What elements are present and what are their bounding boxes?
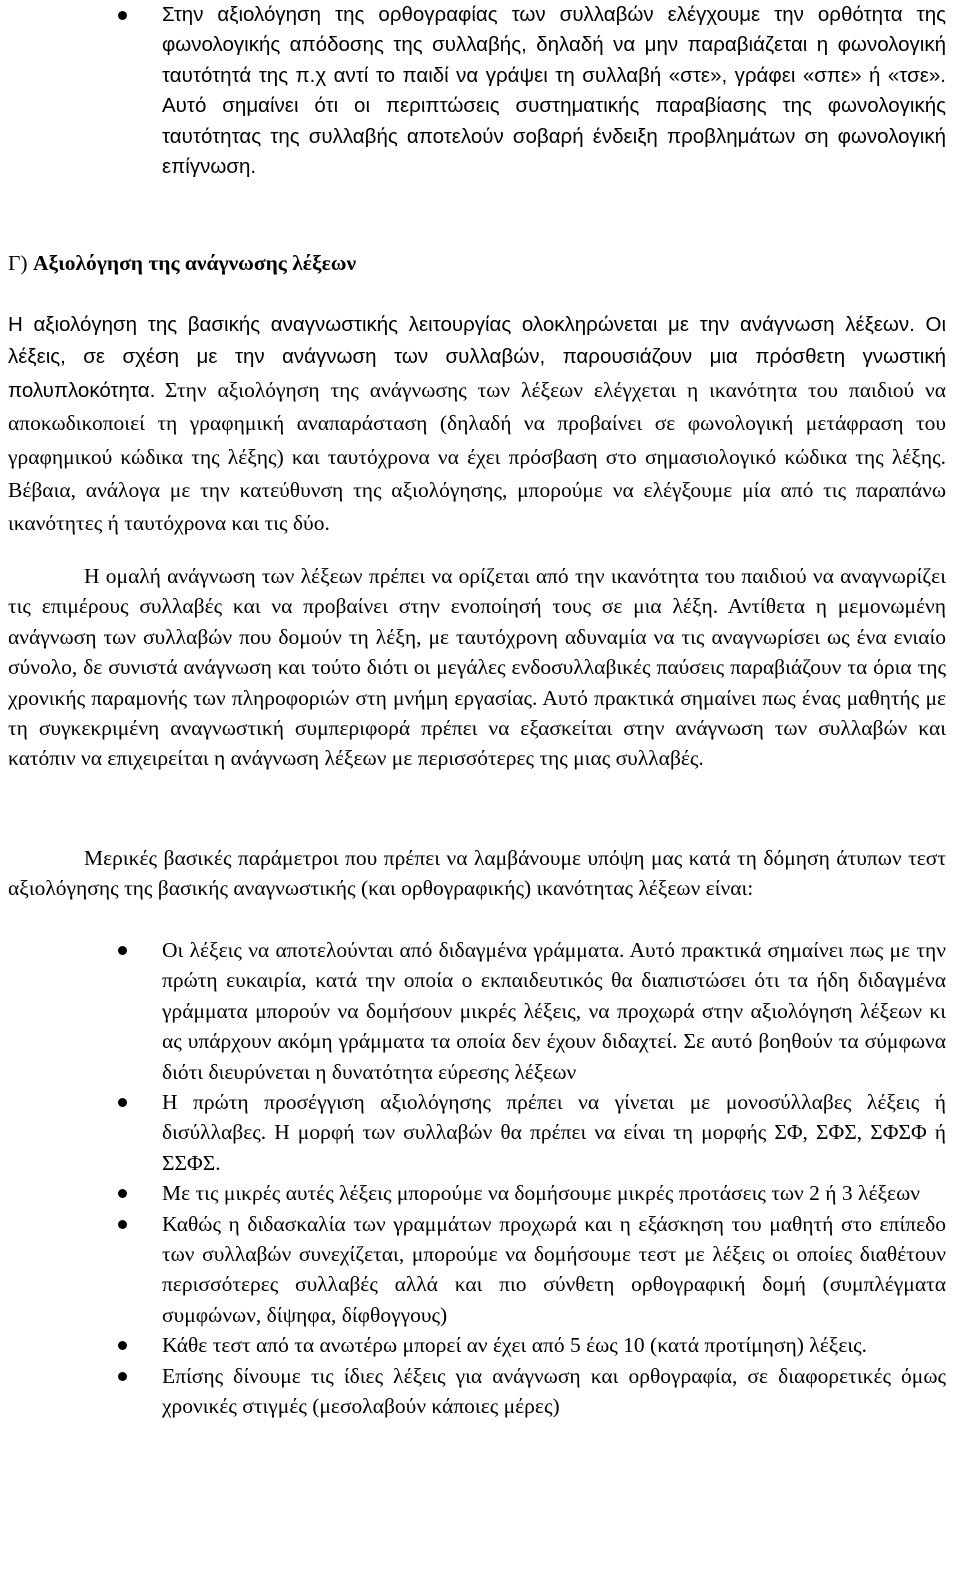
list-item-text: Με τις μικρές αυτές λέξεις μπορούμε να δομήσουμε μικρές προτάσεις των 2 ή 3 λέξεων: [162, 1181, 920, 1206]
list-item: [0, 935, 946, 1087]
list-item-text: Καθώς η διδασκαλία των γραμμάτων προχωρά και η εξάσκηση του μαθητή στο επίπεδο των συλλαβών συνεχίζεται, μπορούμε να δομήσουμε τεστ με λέξεις οι οποίες διαθέτουν περισσότερες συλλαβές αλλά και πιο σύνθετη ορθογραφική δομή (συμπλέγματα συμφώνων, δίψηφα, δίφθογγους): [162, 1211, 946, 1327]
list-item-text: Επίσης δίνουμε τις ίδιες λέξεις για ανάγνωση και ορθογραφία, σε διαφορετικές όμως χρονικές στιγμές (μεσολαβούν κάποιες μέρες): [162, 1363, 946, 1419]
section-title: Αξιολόγηση της ανάγνωσης λέξεων: [32, 251, 357, 275]
list-item: [0, 1087, 946, 1178]
top-bullet-list: [0, 0, 946, 182]
list-item-text: Οι λέξεις να αποτελούνται από διδαγμένα γράμματα. Αυτό πρακτικά σημαίνει πως με την πρώτη ευκαιρία, κατά την οποία ο εκπαιδευτικός θα διαπιστώσει ότι τα ήδη διδαγμένα γράμματα μπορούν να δομήσουν μικρές λέξεις, να προχωρά στην αξιολόγηση λέξεων κι ας υπάρχουν ακόμη γράμματα τα οποία δεν έχουν διδαχτεί. Σε αυτό βοηθούν τα σύμφωνα διότι διευρύνεται η δυνατότητα εύρεσης λέξεων: [162, 938, 946, 1084]
paragraph-sans-text: Η αξιολόγηση της βασικής αναγνωστικής λειτουργίας ολοκληρώνεται με την ανάγνωση λέξεων. Οι λέξεις, σε σχέση με την ανάγνωση των συλλαβών, παρουσιάζουν μια πρόσθετη γνωστική πολυπλοκότητα.: [8, 313, 946, 402]
list-item: [0, 1361, 946, 1422]
bullet-icon: [118, 946, 127, 955]
section-heading: [8, 248, 356, 278]
bullet-icon: [118, 1098, 127, 1107]
list-item: [0, 1209, 946, 1331]
bullet-icon: [118, 1372, 127, 1381]
bullet-icon: [118, 1189, 127, 1198]
paragraph-serif-text: Στην αξιολόγηση της ανάγνωσης των λέξεων ελέγχεται η ικανότητα του παιδιού να αποκωδικοποιεί τη γραφημική αναπαράσταση (δηλαδή να προβαίνει σε φωνολογική μετάφραση του γραφημικού κώδικα της λέξης) και ταυτόχρονα να έχει πρόσβαση στο σημασιολογικό κώδικα της λέξης. Βέβαια, ανάλογα με την κατεύθυνση της αξιολόγησης, μπορούμε να ελέγξουμε μία από τις παραπάνω ικανότητες ή ταυτόχρονα και τις δύο.: [8, 377, 947, 536]
bullet-icon: [118, 11, 127, 20]
list-item: [0, 1330, 946, 1360]
bullet-icon: [118, 1220, 127, 1229]
list-item-text: Η πρώτη προσέγγιση αξιολόγησης πρέπει να γίνεται με μονοσύλλαβες λέξεις ή δισύλλαβες. Η μορφή των συλλαβών θα πρέπει να είναι τη μορφής ΣΦ, ΣΦΣ, ΣΦΣΦ ή ΣΣΦΣ.: [162, 1090, 946, 1175]
section-number: Γ): [8, 251, 28, 275]
parameters-bullet-list: [0, 935, 946, 1422]
paragraph-smooth-reading: Η ομαλή ανάγνωση των λέξεων πρέπει να ορίζεται από την ικανότητα του παιδιού να αναγνωρίζει τις επιμέρους συλλαβές και να προβαίνει στην ενοποίησή τους σε μια λέξη. Αντίθετα η μεμονωμένη ανάγνωση των συλλαβών που δομούν τη λέξη, με ταυτόχρονη αδυναμία να τις αναγνωρίσει ως ένα ενιαίο σύνολο, δε συνιστά ανάγνωση και τούτο διότι οι μεγάλες ενδοσυλλαβικές παύσεις παραβιάζουν τα όρια της χρονικής παραμονής των πληροφοριών στη μνήμη εργασίας. Αυτό πρακτικά σημαίνει πως ένας μαθητής με τη συγκεκριμένη αναγνωστική συμπεριφορά πρέπει να εξασκείται στην ανάγνωση των συλλαβών και κατόπιν να επιχειρείται η ανάγνωση λέξεων με περισσότερες της μιας συλλαβές.: [8, 564, 946, 771]
bullet-icon: [118, 1341, 127, 1350]
list-item: [0, 0, 946, 182]
paragraph-word-reading-intro: [8, 310, 946, 542]
list-item-text: Στην αξιολόγηση της ορθογραφίας των συλλαβών ελέγχουμε την ορθότητα της φωνολογικής απόδοσης της συλλαβής, δηλαδή να μην παραβιάζεται η φωνολογική ταυτότητά της π.χ αντί το παιδί να γράψει τη συλλαβή «στε», γράφει «σπε» ή «τσε». Αυτό σημαίνει ότι οι περιπτώσεις συστηματικής παραβίασης της φωνολογικής ταυτότητας της συλλαβής αποτελούν σοβαρή ένδειξη προβλημάτων ση φωνολογική επίγνωση.: [162, 3, 946, 179]
list-item: [0, 1178, 946, 1208]
list-item-text: Κάθε τεστ από τα ανωτέρω μπορεί αν έχει από 5 έως 10 (κατά προτίμηση) λέξεις.: [162, 1333, 868, 1358]
paragraph-test-parameters: Μερικές βασικές παράμετροι που πρέπει να λαμβάνουμε υπόψη μας κατά τη δόμηση άτυπων τεστ αξιολόγησης της βασικής αναγνωστικής (και ορθογραφικής) ικανότητας λέξεων είναι:: [8, 846, 946, 901]
